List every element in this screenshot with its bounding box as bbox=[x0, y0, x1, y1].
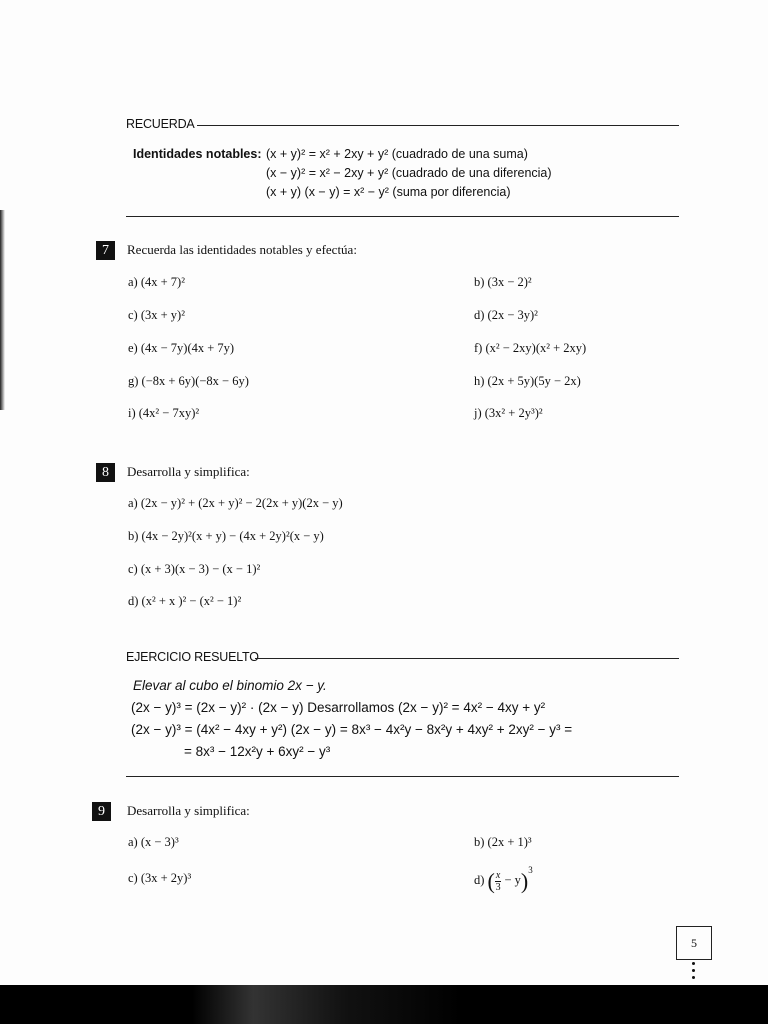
recuerda-heading: RECUERDA bbox=[126, 117, 195, 131]
exercise-7-item-b: b) (3x − 2)² bbox=[474, 275, 532, 289]
exercise-8-item-c: c) (x + 3)(x − 3) − (x − 1)² bbox=[128, 562, 261, 576]
resuelto-bottom-rule bbox=[126, 776, 679, 777]
item-d-rest: − y bbox=[504, 873, 521, 888]
identity-sum-times-difference: (x + y) (x − y) = x² − y² (suma por diferencia) bbox=[266, 185, 511, 199]
exercise-7-item-g: g) (−8x + 6y)(−8x − 6y) bbox=[128, 374, 249, 388]
recuerda-bottom-rule bbox=[126, 216, 679, 217]
exercise-7-item-c: c) (3x + y)² bbox=[128, 308, 185, 322]
exercise-8-statement: Desarrolla y simplifica: bbox=[127, 464, 250, 479]
exercise-number-7: 7 bbox=[96, 241, 115, 260]
fraction bbox=[495, 870, 501, 893]
item-d-label: d) bbox=[474, 873, 485, 888]
exercise-7-statement: Recuerda las identidades notables y efectúa: bbox=[127, 242, 357, 257]
resuelto-heading: EJERCICIO RESUELTO bbox=[126, 650, 259, 664]
exercise-8-item-d: d) (x² + x )² − (x² − 1)² bbox=[128, 594, 242, 608]
exercise-7-item-h: h) (2x + 5y)(5y − 2x) bbox=[474, 374, 581, 388]
resuelto-line-2: (2x − y)³ = (4x² − 4xy + y²) (2x − y) = 8x³ − 4x²y − 8x²y + 4xy² + 2xy² − y³ = bbox=[131, 722, 573, 737]
page-number-box: 5 bbox=[676, 926, 712, 960]
exercise-9-statement: Desarrolla y simplifica: bbox=[127, 803, 250, 818]
exercise-7-item-i: i) (4x² − 7xy)² bbox=[128, 406, 200, 420]
exercise-number-9: 9 bbox=[92, 802, 111, 821]
exercise-8-item-a: a) (2x − y)² + (2x + y)² − 2(2x + y)(2x − y) bbox=[128, 496, 343, 510]
resuelto-title: Elevar al cubo el binomio 2x − y. bbox=[133, 678, 327, 693]
page-dots bbox=[692, 962, 695, 983]
identities-label: Identidades notables: bbox=[133, 147, 262, 161]
resuelto-line-1: (2x − y)³ = (2x − y)² · (2x − y) Desarrollamos (2x − y)² = 4x² − 4xy + y² bbox=[131, 700, 546, 715]
left-paren: ( bbox=[487, 868, 495, 894]
identity-square-sum: (x + y)² = x² + 2xy + y² (cuadrado de una suma) bbox=[266, 147, 528, 161]
exercise-9-item-b: b) (2x + 1)³ bbox=[474, 835, 532, 849]
resuelto-top-rule bbox=[255, 658, 679, 659]
fraction-numerator: x bbox=[495, 869, 501, 881]
item-d-exponent: 3 bbox=[528, 865, 533, 875]
exercise-9-item-c: c) (3x + 2y)³ bbox=[128, 871, 192, 885]
exercise-8-item-b: b) (4x − 2y)²(x + y) − (4x + 2y)²(x − y) bbox=[128, 529, 324, 543]
exercise-7-item-a: a) (4x + 7)² bbox=[128, 275, 185, 289]
exercise-7-item-d: d) (2x − 3y)² bbox=[474, 308, 538, 322]
scan-edge-left bbox=[0, 210, 5, 410]
exercise-9-item-d bbox=[474, 863, 533, 894]
exercise-7-item-f: f) (x² − 2xy)(x² + 2xy) bbox=[474, 341, 587, 355]
right-paren: ) bbox=[520, 868, 529, 894]
fraction-denominator: 3 bbox=[495, 881, 501, 893]
exercise-7-item-j: j) (3x² + 2y³)² bbox=[474, 406, 543, 420]
scan-shadow-bottom bbox=[0, 985, 768, 1024]
exercise-9-item-a: a) (x − 3)³ bbox=[128, 835, 179, 849]
exercise-7-item-e: e) (4x − 7y)(4x + 7y) bbox=[128, 341, 235, 355]
recuerda-top-rule bbox=[197, 125, 679, 126]
exercise-number-8: 8 bbox=[96, 463, 115, 482]
resuelto-line-3: = 8x³ − 12x²y + 6xy² − y³ bbox=[184, 744, 331, 759]
identity-square-difference: (x − y)² = x² − 2xy + y² (cuadrado de una diferencia) bbox=[266, 166, 552, 180]
